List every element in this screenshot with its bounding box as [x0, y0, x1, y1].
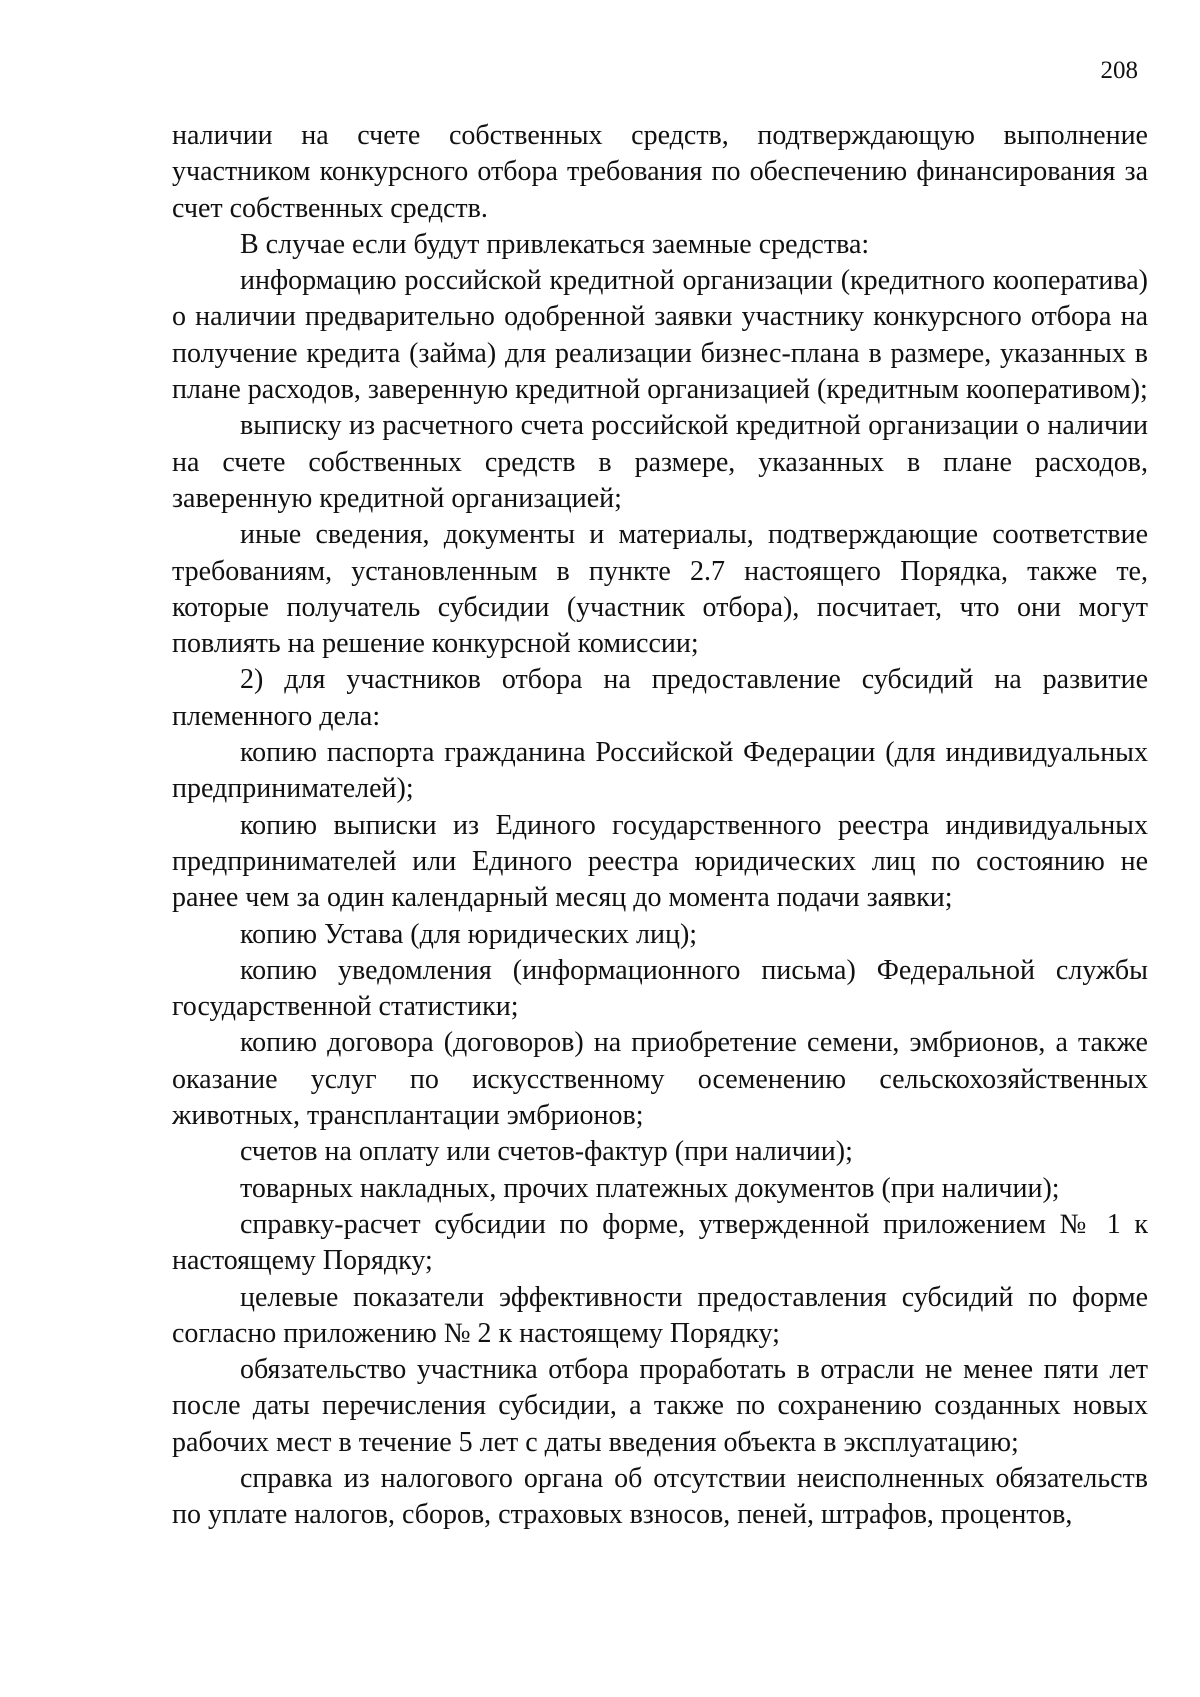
paragraph-account-statement: выписку из расчетного счета российской кредитной организации о наличии на счете собственных средств в размере, указанных в плане расходов, заверенную кредитной организацией; [172, 410, 1148, 514]
paragraph-target-indicators: целевые показатели эффективности предоставления субсидий по форме согласно приложению № 2 к настоящему Порядку; [172, 1281, 1148, 1349]
paragraph-statistics-notice: копию уведомления (информационного письма) Федеральной службы государственной статистики; [172, 954, 1148, 1023]
document-body [172, 118, 1148, 1534]
paragraph-waybills: товарных накладных, прочих платежных документов (при наличии); [240, 1172, 1060, 1204]
paragraph-borrowed-funds: В случае если будут привлекаться заемные средства: [240, 228, 870, 260]
paragraph-credit-info: информацию российской кредитной организации (кредитного кооператива) о наличии предварительно одобренной заявки участнику конкурсного отбора на получение кредита (займа) для реализации бизнес-плана в размере, указанных в плане расходов, заверенную кредитной организацией (кредитным кооперативом); [172, 265, 1148, 406]
paragraph-charter-copy: копию Устава (для юридических лиц); [240, 918, 698, 950]
paragraph-obligation: обязательство участника отбора проработать в отрасли не менее пяти лет после даты перечисления субсидии, а также по сохранению созданных новых рабочих мест в течение 5 лет с даты введения объекта в эксплуатацию; [172, 1354, 1148, 1458]
paragraph-invoices: счетов на оплату или счетов-фактур (при наличии); [240, 1136, 853, 1168]
paragraph-breeding-section: 2) для участников отбора на предоставление субсидий на развитие племенного дела: [172, 664, 1148, 732]
page-number: 208 [1100, 57, 1138, 84]
paragraph-other-documents: иные сведения, документы и материалы, подтверждающие соответствие требованиям, установленным в пункте 2.7 настоящего Порядка, также те, которые получатель субсидии (участник отбора), посчитает, что они могут повлиять на решение конкурсной комиссии; [172, 519, 1148, 660]
paragraph-subsidy-calculation: справку-расчет субсидии по форме, утвержденной приложением № 1 к настоящему Порядку; [172, 1208, 1148, 1277]
paragraph-tax-certificate: справка из налогового органа об отсутствии неисполненных обязательств по уплате налогов, сборов, страховых взносов, пеней, штрафов, процентов, [172, 1462, 1148, 1531]
paragraph-contracts-copy: копию договора (договоров) на приобретение семени, эмбрионов, а также оказание услуг по искусственному осеменению сельскохозяйственных животных, трансплантации эмбрионов; [172, 1027, 1148, 1132]
paragraph-passport-copy: копию паспорта гражданина Российской Федерации (для индивидуальных предпринимателей); [172, 737, 1148, 805]
paragraph-continuation: наличии на счете собственных средств, подтверждающую выполнение участником конкурсного отбора требования по обеспечению финансирования за счет собственных средств. [172, 120, 1148, 224]
paragraph-registry-extract: копию выписки из Единого государственного реестра индивидуальных предпринимателей или Единого реестра юридических лиц по состоянию не ранее чем за один календарный месяц до момента подачи заявки; [172, 809, 1148, 914]
